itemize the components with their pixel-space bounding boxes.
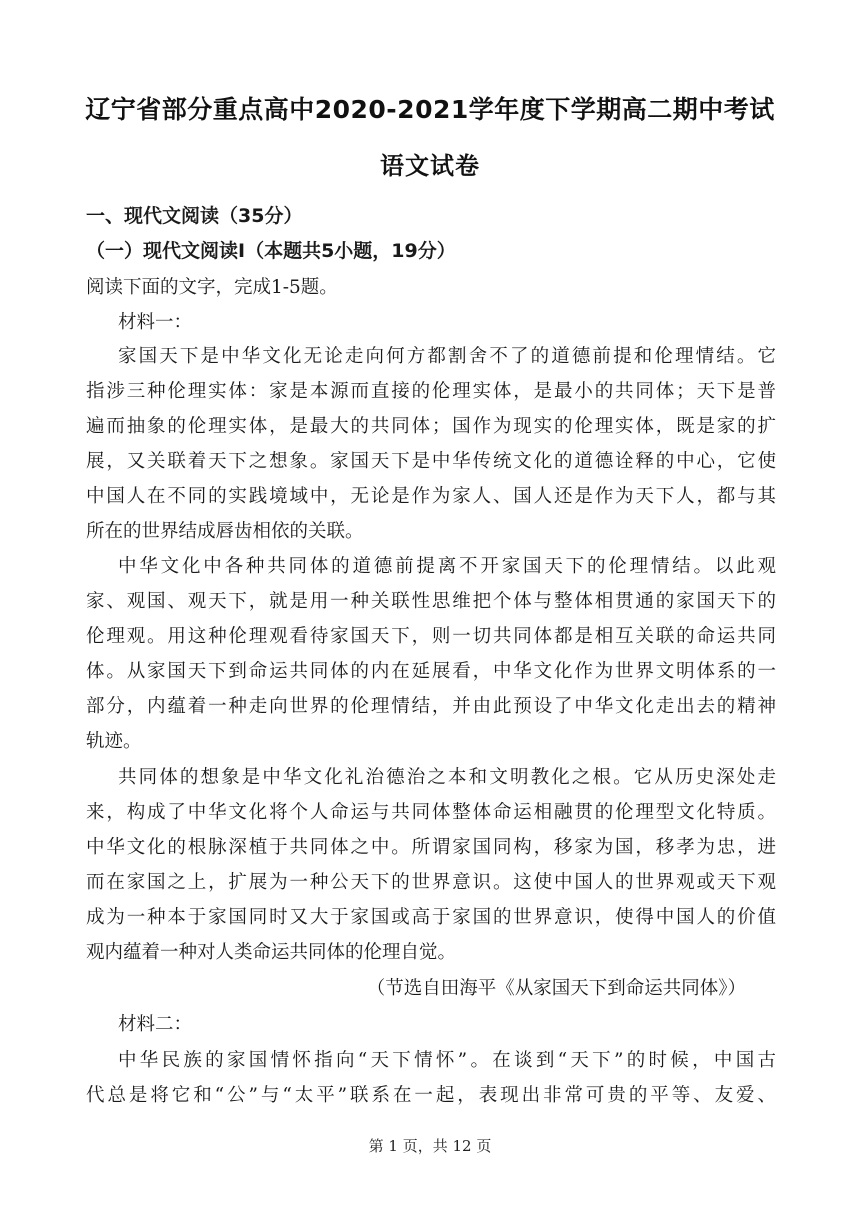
exam-subtitle: 语文试卷	[380, 152, 480, 180]
material-1-line: 家、观国、观天下，就是用一种关联性思维把个体与整体相贯通的家国天下的	[86, 591, 776, 612]
material-1-line: 展，又关联着天下之想象。家国天下是中华传统文化的道德诠释的中心，它使	[86, 451, 776, 472]
material-1-line: 而在家国之上，扩展为一种公天下的世界意识。这使中国人的世界观或天下观	[86, 872, 776, 893]
material-1-line: 观内蕴着一种对人类命运共同体的伦理自觉。	[86, 942, 457, 963]
material-1-line: 中国人在不同的实践境域中，无论是作为家人、国人还是作为天下人，都与其	[86, 486, 776, 507]
material-1-line: 中华文化中各种共同体的道德前提离不开家国天下的伦理情结。以此观	[118, 556, 776, 577]
material-1-line: 指涉三种伦理实体：家是本源而直接的伦理实体，是最小的共同体；天下是普	[86, 381, 776, 402]
material-1-line: 伦理观。用这种伦理观看待家国天下，则一切共同体都是相互关联的命运共同	[86, 626, 776, 647]
material-1-line: 体。从家国天下到命运共同体的内在延展看，中华文化作为世界文明体系的一	[86, 661, 776, 682]
material-1-source: （节选自田海平《从家国天下到命运共同体》）	[366, 978, 746, 999]
material-1-line: 共同体的想象是中华文化礼治德治之本和文明教化之根。它从历史深处走	[118, 767, 776, 788]
material-1-line: 来，构成了中华文化将个人命运与共同体整体命运相融贯的伦理型文化特质。	[86, 802, 776, 823]
material-1-line: 部分，内蕴着一种走向世界的伦理情结，并由此预设了中华文化走出去的精神	[86, 696, 776, 717]
material-1-line: 成为一种本于家国同时又大于家国或高于家国的世界意识，使得中国人的价值	[86, 907, 776, 928]
material-1-line: 家国天下是中华文化无论走向何方都割舍不了的道德前提和伦理情结。它	[118, 346, 776, 367]
material-1-line: 轨迹。	[86, 731, 142, 752]
material-2-label: 材料二：	[118, 1014, 193, 1035]
page-footer: 第 1 页，共 12 页	[368, 1137, 492, 1155]
section-heading: 一、现代文阅读（35分）	[86, 205, 303, 227]
material-1-line: 中华文化的根脉深植于共同体之中。所谓家国同构，移家为国，移孝为忠，进	[86, 837, 776, 858]
subsection-heading: （一）现代文阅读Ⅰ（本题共5小题，19分）	[86, 240, 456, 262]
material-1-label: 材料一：	[118, 312, 193, 333]
instruction: 阅读下面的文字，完成1-5题。	[86, 277, 338, 298]
material-1-line: 所在的世界结成唇齿相依的关联。	[86, 521, 364, 542]
material-2-line: 中华民族的家国情怀指向“天下情怀”。在谈到“天下”的时候，中国古	[118, 1050, 776, 1071]
exam-title: 辽宁省部分重点高中2020-2021学年度下学期高二期中考试	[85, 95, 775, 124]
material-1-line: 遍而抽象的伦理实体，是最大的共同体；国作为现实的伦理实体，既是家的扩	[86, 416, 776, 437]
material-2-line: 代总是将它和“公”与“太平”联系在一起，表现出非常可贵的平等、友爱、	[86, 1085, 776, 1106]
